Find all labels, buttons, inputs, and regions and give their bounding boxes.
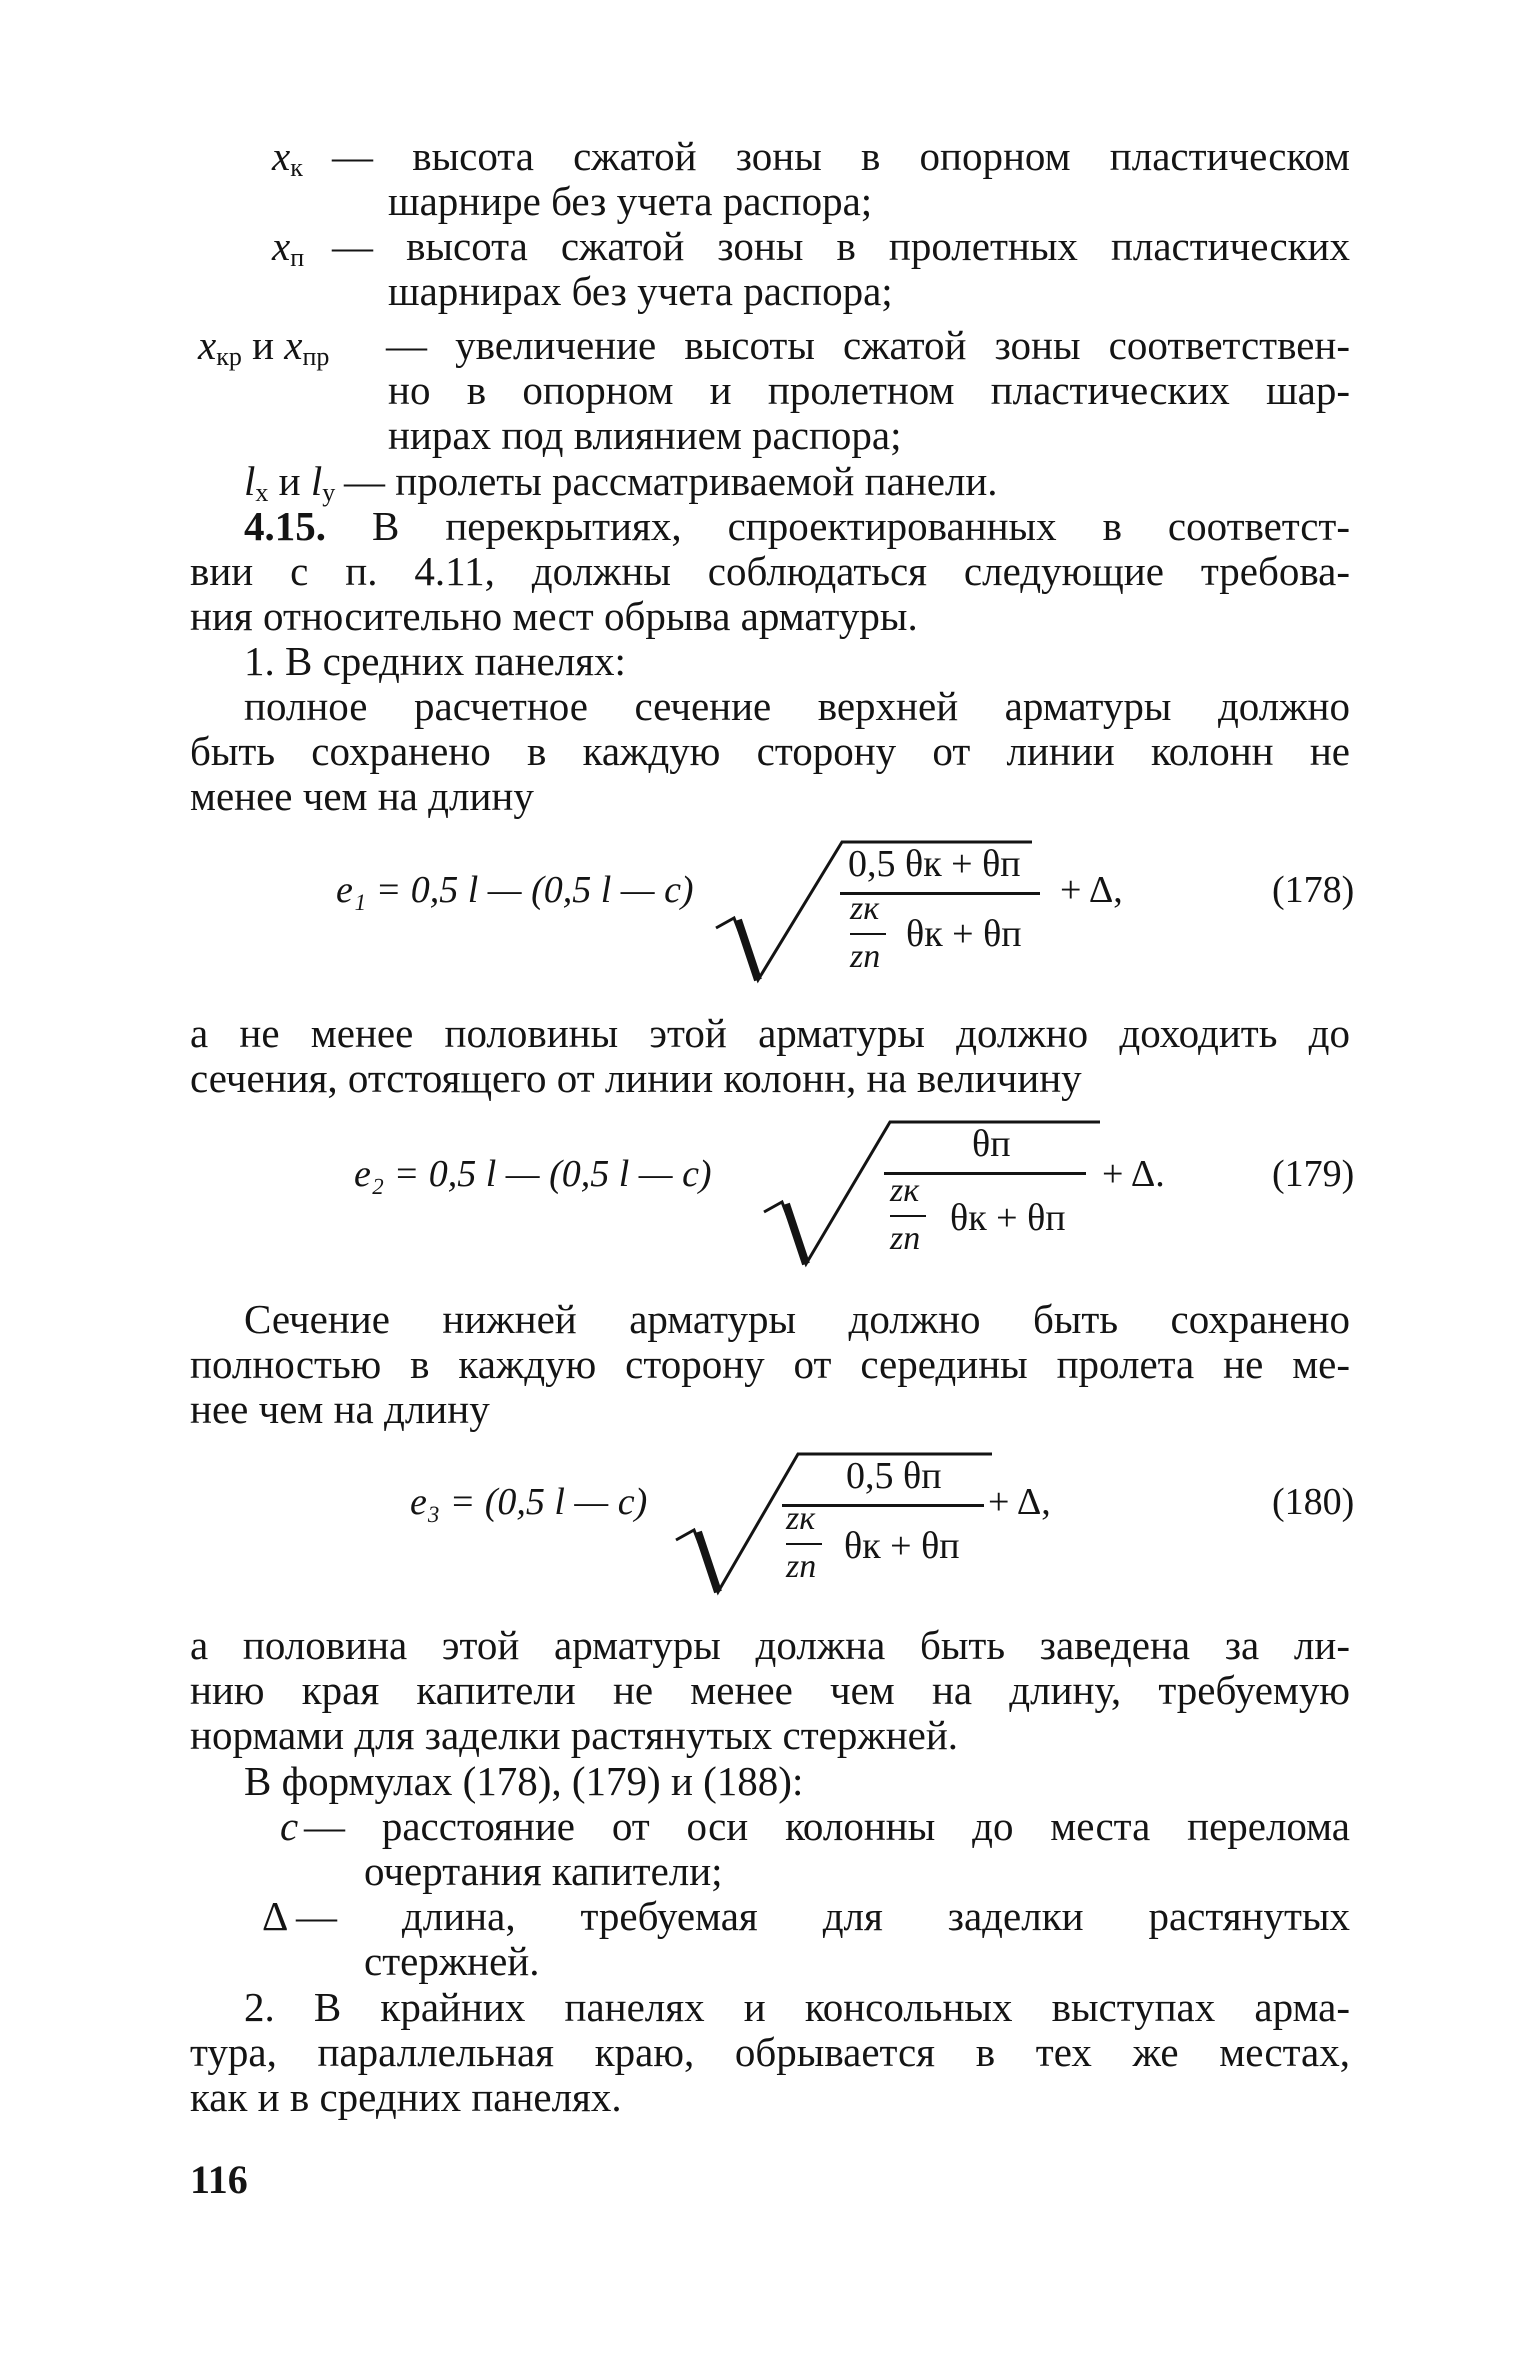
equation-178-zk: zк [850,890,880,927]
legend-delta-text: — длина, требуемая для заделки растянутых [296,1893,1351,1939]
equation-179-ratio-bar [890,1215,926,1217]
equation-179-tail: + Δ. [1102,1153,1165,1195]
equation-178 [0,830,1535,990]
para-lower-line-2: полностью в каждую сторону от середины пролета не ме- [190,1341,1350,1387]
item-2-line-2: тура, параллельная краю, обрывается в тех же местах, [190,2029,1350,2075]
equation-178-ratio-bar [850,933,886,935]
legend-delta-symbol: Δ [262,1893,289,1939]
section-4-15-line-3: ния относительно мест обрыва арматуры. [190,593,918,639]
item-2-line-1: 2. В крайних панелях и консольных выступах арма- [244,1984,1350,2030]
equation-179-radical [760,1108,1100,1268]
legend-c-text: — расстояние от оси колонны до места перелома [304,1803,1351,1849]
definition-xk-text-2: шарнире без учета распора; [388,178,873,224]
equation-180-numerator: 0,5 θп [846,1455,942,1497]
equation-180-denominator: θк + θп [844,1525,960,1567]
equation-180-number: (180) [1272,1481,1355,1523]
para-half-line-2: нию края капители не менее чем на длину, требуемую [190,1667,1350,1713]
equation-178-number: (178) [1272,869,1355,911]
definition-xp-text: — высота сжатой зоны в пролетных пластических [332,223,1351,269]
para-half-line-3: нормами для заделки растянутых стержней. [190,1712,959,1758]
equation-179-lhs: e₂ = 0,5 l — (0,5 l — c) [354,1153,712,1195]
para-after-178-line-1: а не менее половины этой арматуры должно доходить до [190,1010,1350,1056]
equation-180-zk: zк [786,1500,816,1537]
equation-180 [0,1440,1535,1600]
para-lower-line-1: Сечение нижней арматуры должно быть сохранено [244,1296,1350,1342]
equation-180-zp: zп [786,1548,817,1585]
item-1-heading: 1. В средних панелях: [244,638,626,684]
equation-179-numerator: θп [972,1123,1011,1165]
section-number: 4.15. [244,503,326,549]
definition-xk-text: — высота сжатой зоны в опорном пластическом [332,133,1350,179]
definition-xkr-xpr-text-3: нирах под влиянием распора; [388,412,902,458]
equation-178-tail: + Δ, [1060,869,1123,911]
legend-c-symbol: c [280,1803,299,1849]
equation-179-number: (179) [1272,1153,1355,1195]
section-4-15-line-1: 4.15. В перекрытиях, спроектированных в соответст- [244,503,1350,549]
equation-180-lhs: e₃ = (0,5 l — c) [410,1481,648,1523]
definition-xkr-xpr-text: — увеличение высоты сжатой зоны соответствен- [386,322,1351,368]
para-after-178-line-2: сечения, отстоящего от линии колонн, на величину [190,1055,1082,1101]
formulas-note: В формулах (178), (179) и (188): [244,1758,804,1804]
equation-179-zk: zк [890,1172,920,1209]
definition-lx-ly-symbol: $l_x$ и $l_y$ [244,458,336,507]
equation-179-zp: zп [890,1220,921,1257]
equation-178-lhs: e₁ = 0,5 l — (0,5 l — c) [336,869,694,911]
equation-179-denominator: θк + θп [950,1197,1066,1239]
item-1-line-3: менее чем на длину [190,773,534,819]
equation-180-radical [672,1440,992,1600]
item-2-line-3: как и в средних панелях. [190,2074,622,2120]
definition-xp-text-2: шарнирах без учета распора; [388,268,893,314]
equation-180-tail: + Δ, [988,1481,1051,1523]
item-1-line-1: полное расчетное сечение верхней арматуры должно [244,683,1350,729]
definition-lx-ly-text: — пролеты рассматриваемой панели. [344,458,998,504]
equation-178-zp: zп [850,938,881,975]
legend-c-text-2: очертания капители; [364,1848,723,1894]
item-1-line-2: быть сохранено в каждую сторону от линии колонн не [190,728,1350,774]
equation-178-numerator: 0,5 θк + θп [848,843,1021,885]
definition-xkr-xpr-text-2: но в опорном и пролетном пластических шар- [388,367,1350,413]
para-half-line-1: а половина этой арматуры должна быть заведена за ли- [190,1622,1350,1668]
equation-179 [0,1108,1535,1268]
equation-180-ratio-bar [786,1543,822,1545]
section-4-15-line-2: вии с п. 4.11, должны соблюдаться следующие требова- [190,548,1350,594]
legend-delta-text-2: стержней. [364,1938,540,1984]
definition-xkr-xpr-symbol: $x_{кр}$ и $x_{пр}$ [198,322,330,371]
definition-xk-symbol: $x_к$ [272,133,303,182]
definition-xp-symbol: $x_п$ [272,223,305,272]
page-number: 116 [190,2157,248,2202]
para-lower-line-3: нее чем на длину [190,1386,490,1432]
equation-178-denominator: θк + θп [906,913,1022,955]
